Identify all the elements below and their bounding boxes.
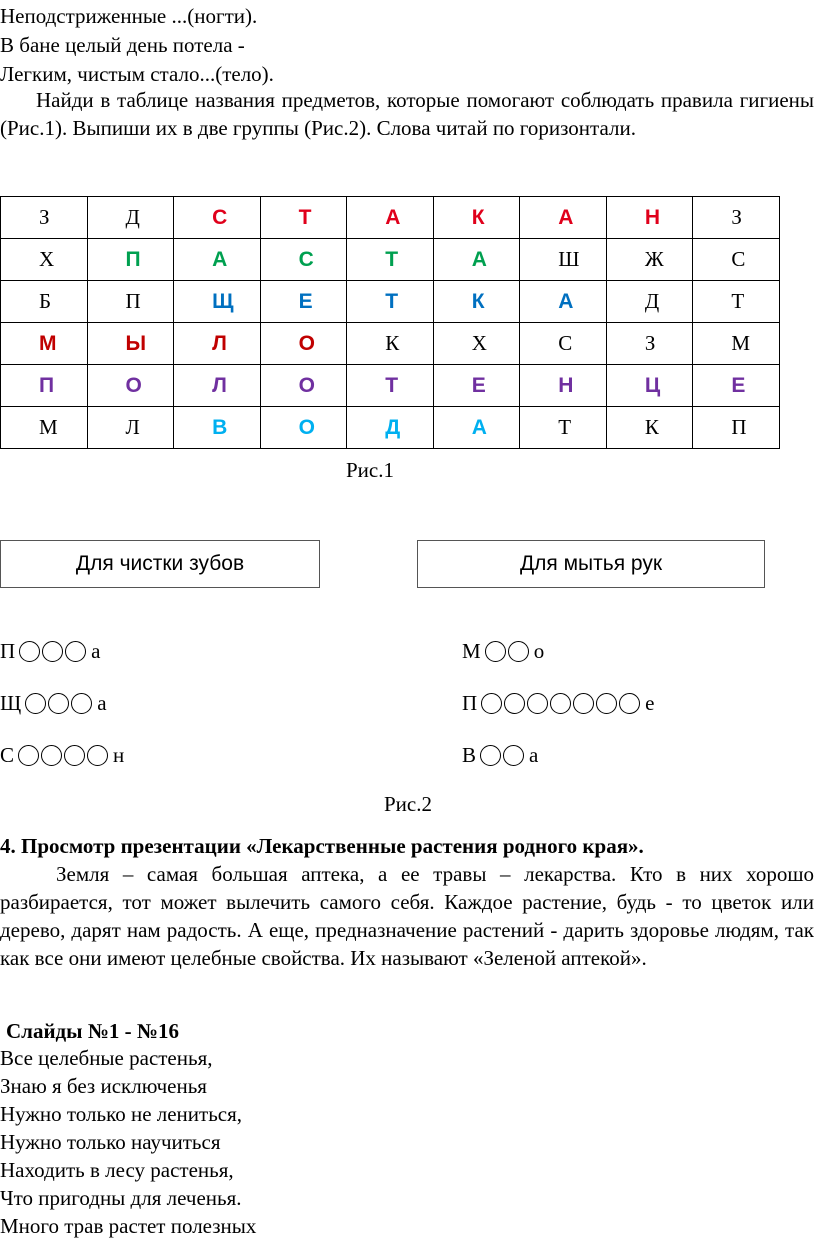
grid-row (1, 323, 780, 365)
grid-cell: О (260, 365, 347, 407)
letter-blank-circle (87, 745, 108, 766)
poem-line-6: Что пригодны для леченья. (0, 1186, 242, 1210)
grid-cell: О (260, 407, 347, 449)
grid-cell: Л (87, 407, 174, 449)
last-letter: е (645, 690, 655, 715)
last-letter: о (533, 638, 545, 663)
last-letter: а (529, 742, 539, 767)
poem-line-4: Нужно только научиться (0, 1130, 221, 1154)
first-letter: В (462, 742, 477, 767)
slides-heading: Слайды №1 - №16 (6, 1019, 180, 1043)
grid-cell: П (87, 281, 174, 323)
word-puzzle-right-3 (462, 741, 538, 769)
grid-cell: С (693, 239, 780, 281)
grid-cell: Е (693, 365, 780, 407)
word-puzzle-right-2 (462, 689, 655, 717)
grid-cell: З (693, 197, 780, 239)
task-paragraph: Найди в таблице названия предметов, которые помогают соблюдать правила гигиены (Рис.1). Выпиши их в две группы (Рис.2). Слова читай по горизонтали. (0, 88, 814, 140)
group-box-teeth: Для чистки зубов (0, 540, 320, 588)
grid-cell: Т (347, 365, 434, 407)
grid-cell: Н (606, 197, 693, 239)
letter-blank-circle (481, 693, 502, 714)
grid-cell: А (520, 197, 607, 239)
first-letter: М (462, 638, 481, 663)
grid-cell: О (260, 323, 347, 365)
grid-cell: Ы (87, 323, 174, 365)
letter-blank-circle (19, 641, 40, 662)
figure-1-caption: Рис.1 (346, 458, 394, 482)
grid-cell: А (520, 281, 607, 323)
section-4-paragraph: Земля – самая большая аптека, а ее травы – лекарства. Кто в них хорошо разбирается, тот может вылечить самого себя. Каждое растение, будь - то цветок или дерево, дарят нам радость. А еще, предназначение растений - дарить здоровье людям, так как все они имеют целебные свойства. Их называют «Зеленой аптекой». (0, 862, 814, 970)
grid-cell: С (174, 197, 261, 239)
poem-line-7: Много трав растет полезных (0, 1214, 257, 1238)
last-letter: н (113, 742, 125, 767)
letter-blank-circle (527, 693, 548, 714)
word-puzzle-right-1 (462, 637, 544, 665)
letter-blank-circle (64, 745, 85, 766)
grid-cell: А (433, 407, 520, 449)
section-4-heading: 4. Просмотр презентации «Лекарственные растения родного края». (0, 834, 644, 858)
letter-blank-circle (41, 745, 62, 766)
grid-cell: Х (433, 323, 520, 365)
grid-cell: Ц (606, 365, 693, 407)
poem-line-5: Находить в лесу растенья, (0, 1158, 234, 1182)
letter-grid (0, 196, 780, 449)
letter-blank-circle (503, 745, 524, 766)
grid-row (1, 239, 780, 281)
grid-cell: А (433, 239, 520, 281)
grid-cell: Т (347, 239, 434, 281)
last-letter: а (91, 638, 101, 663)
first-letter: П (462, 690, 478, 715)
grid-cell: Т (347, 281, 434, 323)
grid-cell: Б (1, 281, 88, 323)
first-letter: Щ (0, 690, 22, 715)
letter-blank-circle (48, 693, 69, 714)
grid-cell: А (347, 197, 434, 239)
grid-cell: П (693, 407, 780, 449)
letter-blank-circle (42, 641, 63, 662)
grid-cell: Т (693, 281, 780, 323)
grid-cell: Ж (606, 239, 693, 281)
letter-blank-circle (550, 693, 571, 714)
riddle-line-2: В бане целый день потела - (0, 33, 245, 57)
grid-cell: Е (433, 365, 520, 407)
grid-row (1, 407, 780, 449)
grid-cell: П (87, 239, 174, 281)
grid-cell: З (606, 323, 693, 365)
grid-row (1, 197, 780, 239)
grid-cell: О (87, 365, 174, 407)
grid-cell: К (606, 407, 693, 449)
word-puzzle-left-3 (0, 741, 124, 769)
first-letter: С (0, 742, 15, 767)
riddle-line-3: Легким, чистым стало...(тело). (0, 62, 274, 86)
grid-cell: Д (87, 197, 174, 239)
grid-cell: Д (347, 407, 434, 449)
grid-cell: Т (520, 407, 607, 449)
last-letter: а (97, 690, 107, 715)
grid-cell: М (1, 407, 88, 449)
grid-cell: Д (606, 281, 693, 323)
letter-blank-circle (619, 693, 640, 714)
group-box-hands: Для мытья рук (417, 540, 765, 588)
grid-cell: М (693, 323, 780, 365)
grid-cell: Т (260, 197, 347, 239)
grid-cell: К (347, 323, 434, 365)
grid-cell: С (520, 323, 607, 365)
poem-line-2: Знаю я без исключенья (0, 1074, 207, 1098)
riddle-line-1: Неподстриженные ...(ногти). (0, 4, 258, 28)
grid-cell: Щ (174, 281, 261, 323)
grid-row (1, 365, 780, 407)
grid-cell: С (260, 239, 347, 281)
letter-blank-circle (573, 693, 594, 714)
word-puzzle-left-1 (0, 637, 101, 665)
grid-cell: Л (174, 323, 261, 365)
grid-cell: Е (260, 281, 347, 323)
poem-line-1: Все целебные растенья, (0, 1046, 213, 1070)
figure-2-caption: Рис.2 (384, 792, 432, 816)
grid-cell: В (174, 407, 261, 449)
grid-cell: Х (1, 239, 88, 281)
grid-cell: М (1, 323, 88, 365)
letter-blank-circle (508, 641, 529, 662)
grid-cell: Ш (520, 239, 607, 281)
letter-blank-circle (480, 745, 501, 766)
letter-blank-circle (504, 693, 525, 714)
letter-blank-circle (25, 693, 46, 714)
grid-cell: П (1, 365, 88, 407)
poem-line-3: Нужно только не лениться, (0, 1102, 243, 1126)
letter-blank-circle (18, 745, 39, 766)
letter-blank-circle (485, 641, 506, 662)
letter-blank-circle (596, 693, 617, 714)
word-puzzle-left-2 (0, 689, 107, 717)
first-letter: П (0, 638, 16, 663)
grid-cell: З (1, 197, 88, 239)
grid-cell: А (174, 239, 261, 281)
grid-cell: Н (520, 365, 607, 407)
grid-cell: К (433, 281, 520, 323)
letter-blank-circle (71, 693, 92, 714)
grid-cell: К (433, 197, 520, 239)
grid-cell: Л (174, 365, 261, 407)
grid-row (1, 281, 780, 323)
letter-blank-circle (65, 641, 86, 662)
